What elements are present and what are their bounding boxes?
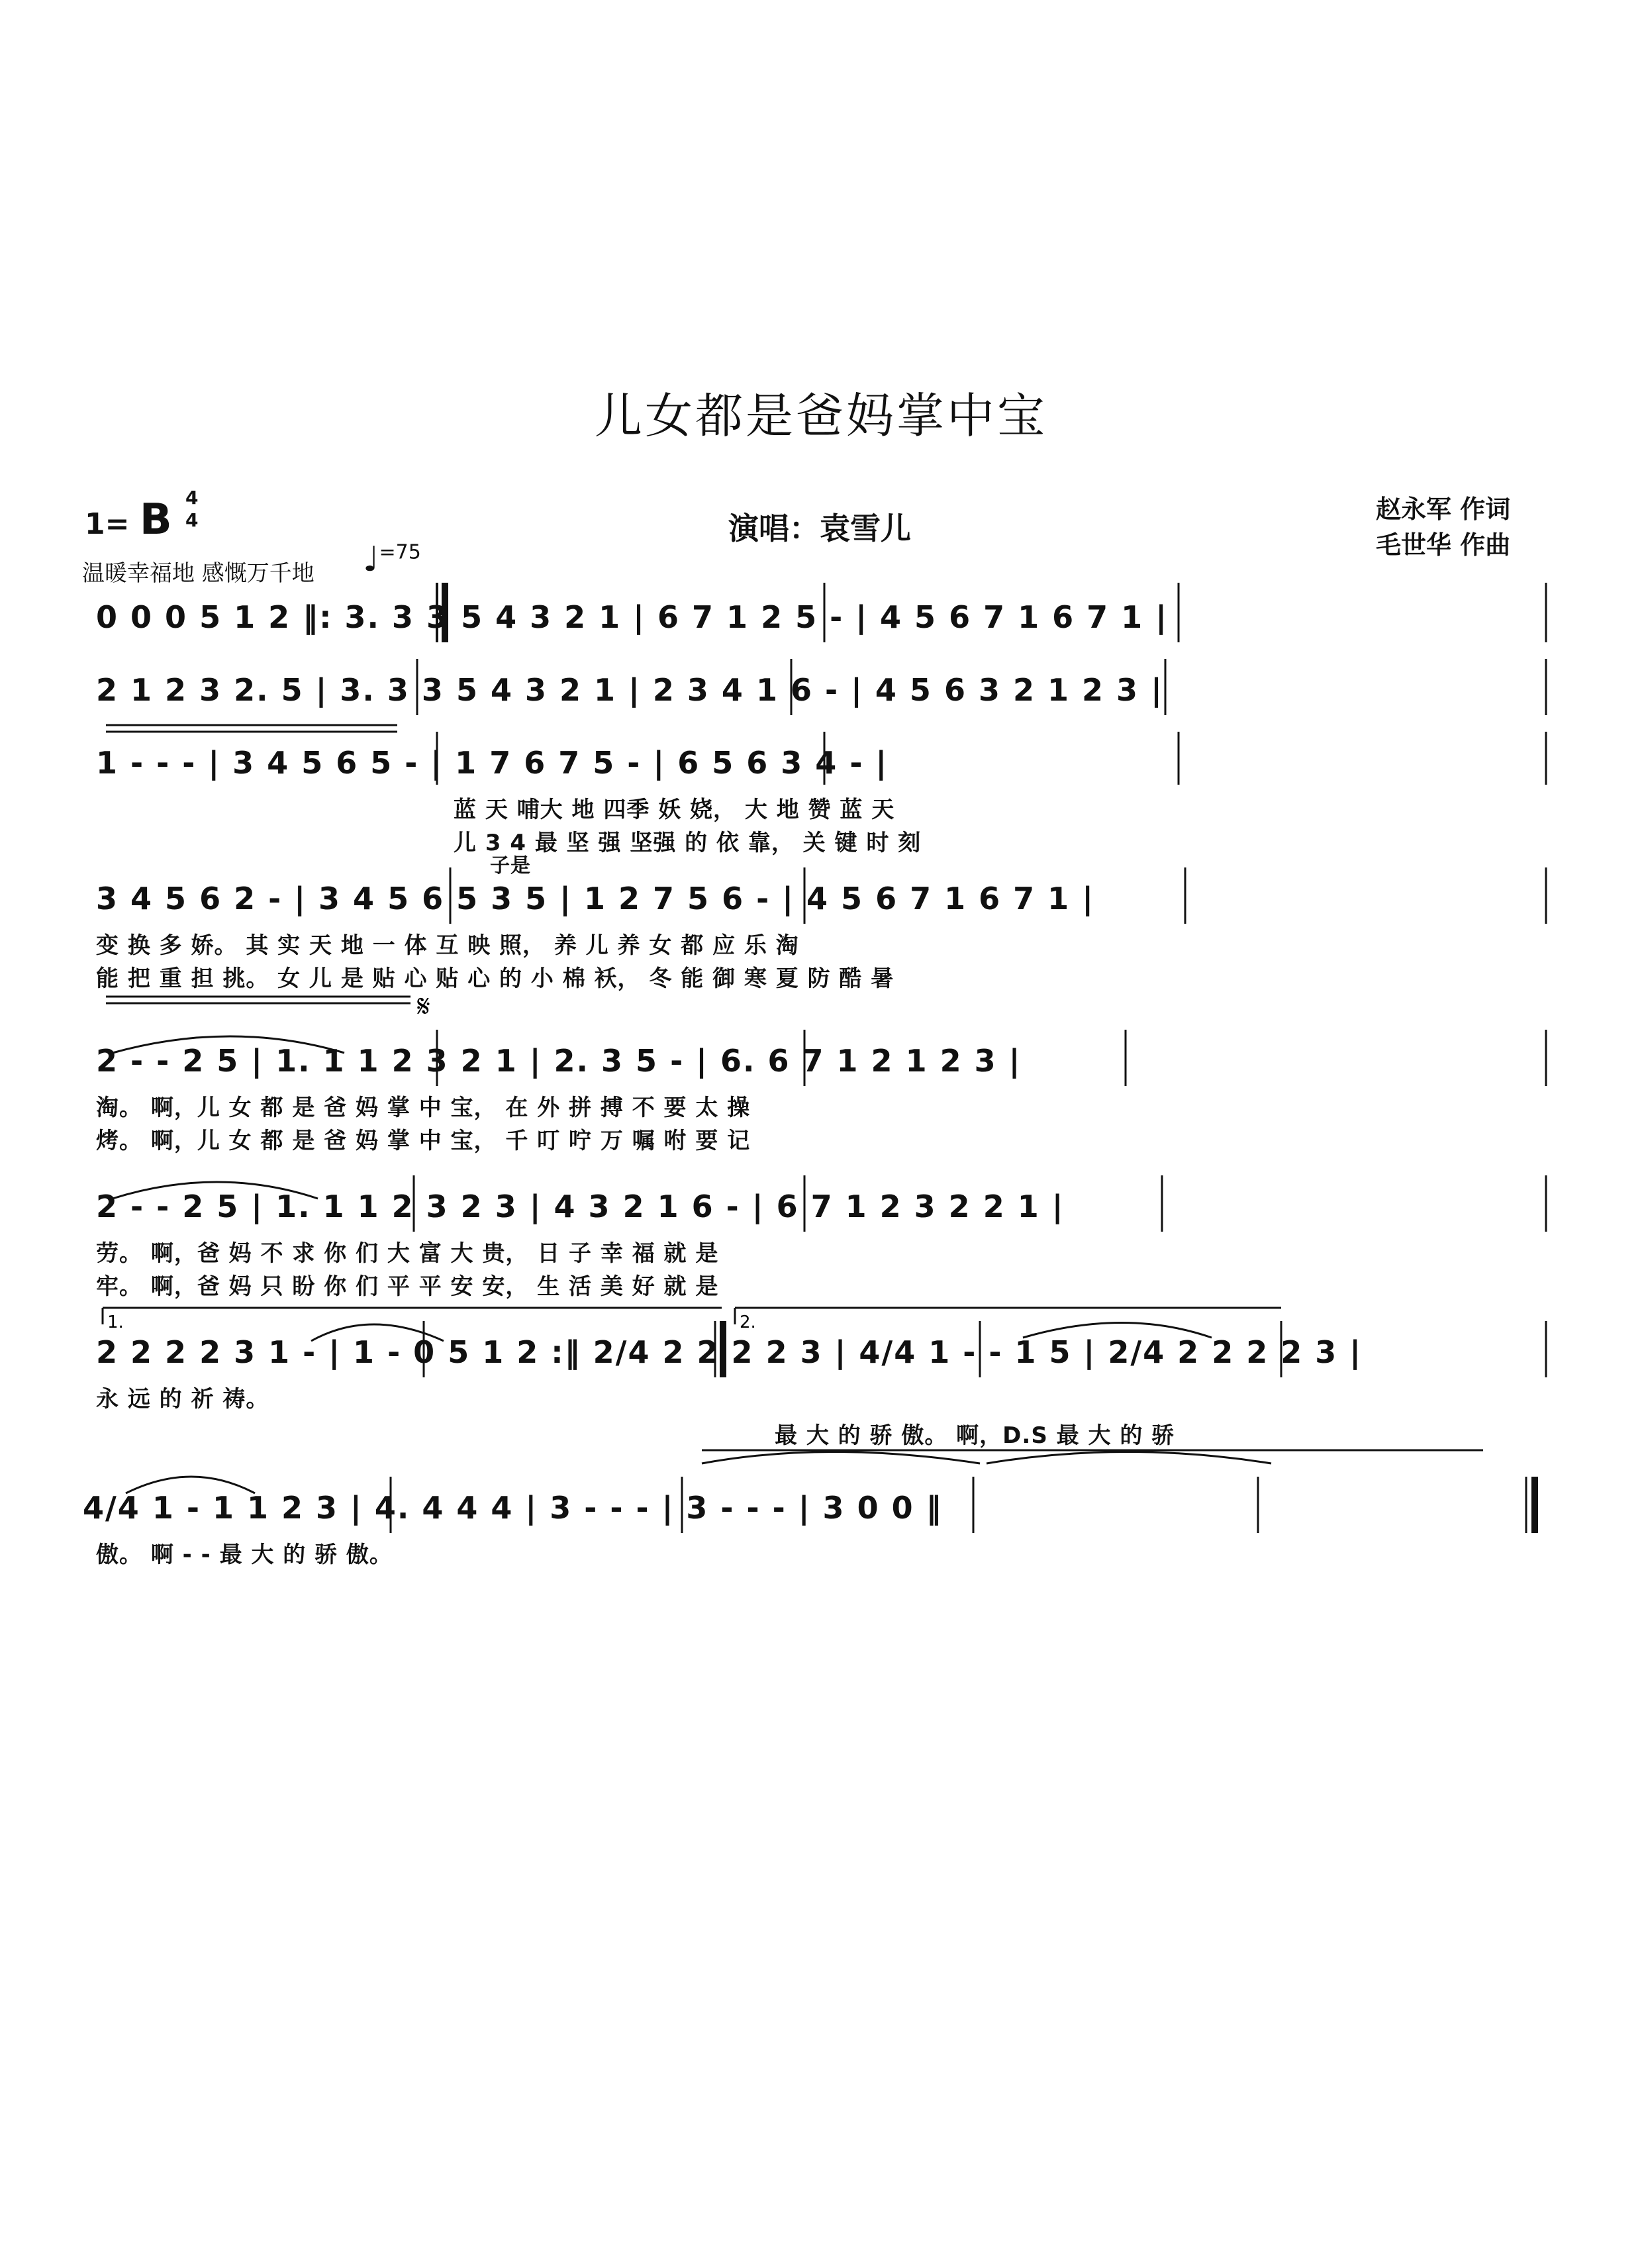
segno-icon: 𝄋	[417, 988, 430, 1024]
lyrics-row-6-verse-2: 牢。 啊，爸 妈 只 盼 你 们 平 平 安 安， 生 活 美 好 就 是	[96, 1273, 719, 1300]
singer-credit: 演唱：袁雪儿	[728, 511, 911, 546]
score-row-3: 1 - - - | 3 4 5 6 5 - | 1 7 6 7 5 - | 6 5 6 3 4 - |	[96, 745, 889, 781]
lyrics-row-3-verse-1: 蓝 天 哺大 地 四季 妖 娆， 大 地 赞 蓝 天	[454, 797, 895, 823]
lyrics-row-7-verse-1: 永 远 的 祈 祷。	[96, 1386, 269, 1412]
tie-arc	[113, 1036, 344, 1053]
tie-arc	[126, 1477, 255, 1493]
score-row-4: 3 4 5 6 2 - | 3 4 5 6 5 3 5 | 1 2 7 5 6 - | 4 5 6 7 1 6 7 1 |	[96, 881, 1094, 916]
score-row-7: 2 2 2 2 3 1 - | 1 - 0 5 1 2 :‖ 2/4 2 2 2 2 3 | 4/4 1 - - 1 5 | 2/4 2 2 2 2 3 |	[96, 1334, 1363, 1370]
expression-text: 温暖幸福地 感慨万千地	[82, 560, 314, 587]
score-row-8: 4/4 1 - 1 1 2 3 | 4. 4 4 4 | 3 - - - | 3 - - - | 3 0 0 ‖	[83, 1490, 943, 1526]
tempo-value: =75	[379, 540, 421, 564]
tie-arc	[113, 1182, 318, 1199]
lyrics-row-4-verse-2: 能 把 重 担 挑。 女 儿 是 贴 心 贴 心 的 小 棉 袄， 冬 能 御 寒 夏 防 酷 暑	[96, 965, 894, 992]
tie-arc	[702, 1452, 980, 1464]
tie-arc	[987, 1452, 1271, 1464]
composer-credit: 毛世华 作曲	[1376, 530, 1511, 560]
song-title: 儿女都是爸妈掌中宝	[594, 388, 1047, 444]
tie-arc	[1023, 1323, 1212, 1338]
lyricist-credit: 赵永军 作词	[1376, 495, 1511, 524]
lyrics-row-4-verse-1: 变 换 多 娇。 其 实 天 地 一 体 互 映 照， 养 儿 养 女 都 应 乐 淘	[96, 932, 799, 959]
lyrics-row-5-verse-1: 淘。 啊，儿 女 都 是 爸 妈 掌 中 宝， 在 外 拼 搏 不 要 太 操	[96, 1095, 751, 1121]
volta-1-label: 1.	[107, 1312, 124, 1332]
volta-2-label: 2.	[740, 1312, 756, 1332]
score-row-5: 2 - - 2 5 | 1. 1 1 2 3 2 1 | 2. 3 5 - | 6. 6 7 1 2 1 2 3 |	[96, 1043, 1022, 1079]
score-row-2: 2 1 2 3 2. 5 | 3. 3 3 5 4 3 2 1 | 2 3 4 1 6 - | 4 5 6 3 2 1 2 3 |	[96, 672, 1163, 708]
score-row-6: 2 - - 2 5 | 1. 1 1 2 3 2 3 | 4 3 2 1 6 - | 6 7 1 2 3 2 2 1 |	[96, 1189, 1065, 1224]
lyrics-row-7-verse-2: 最 大 的 骄 傲。 啊，D.S 最 大 的 骄	[775, 1422, 1175, 1449]
quarter-note-icon: ♩	[363, 540, 379, 579]
score-row-1: 0 0 0 5 1 2 ‖: 3. 3 3 5 4 3 2 1 | 6 7 1 2 5 - | 4 5 6 7 1 6 7 1 |	[96, 599, 1169, 635]
key-note: B	[139, 495, 172, 544]
lyrics-row-6-verse-1: 劳。 啊，爸 妈 不 求 你 们 大 富 大 贵， 日 子 幸 福 就 是	[96, 1240, 719, 1267]
time-signature-top: 4	[185, 487, 199, 509]
lyrics-row-5-verse-2: 烤。 啊，儿 女 都 是 爸 妈 掌 中 宝， 千 叮 咛 万 嘱 咐 要 记	[96, 1128, 751, 1154]
key-prefix: 1=	[85, 507, 130, 541]
time-signature-bottom: 4	[185, 509, 199, 531]
lyrics-row-3-verse-2: 儿 3 4 最 坚 强 坚强 的 依 靠， 关 键 时 刻	[454, 830, 922, 856]
lyrics-row-3-note: 子是	[490, 854, 531, 877]
lyrics-row-8-verse-1: 傲。 啊 - - 最 大 的 骄 傲。	[96, 1542, 393, 1568]
